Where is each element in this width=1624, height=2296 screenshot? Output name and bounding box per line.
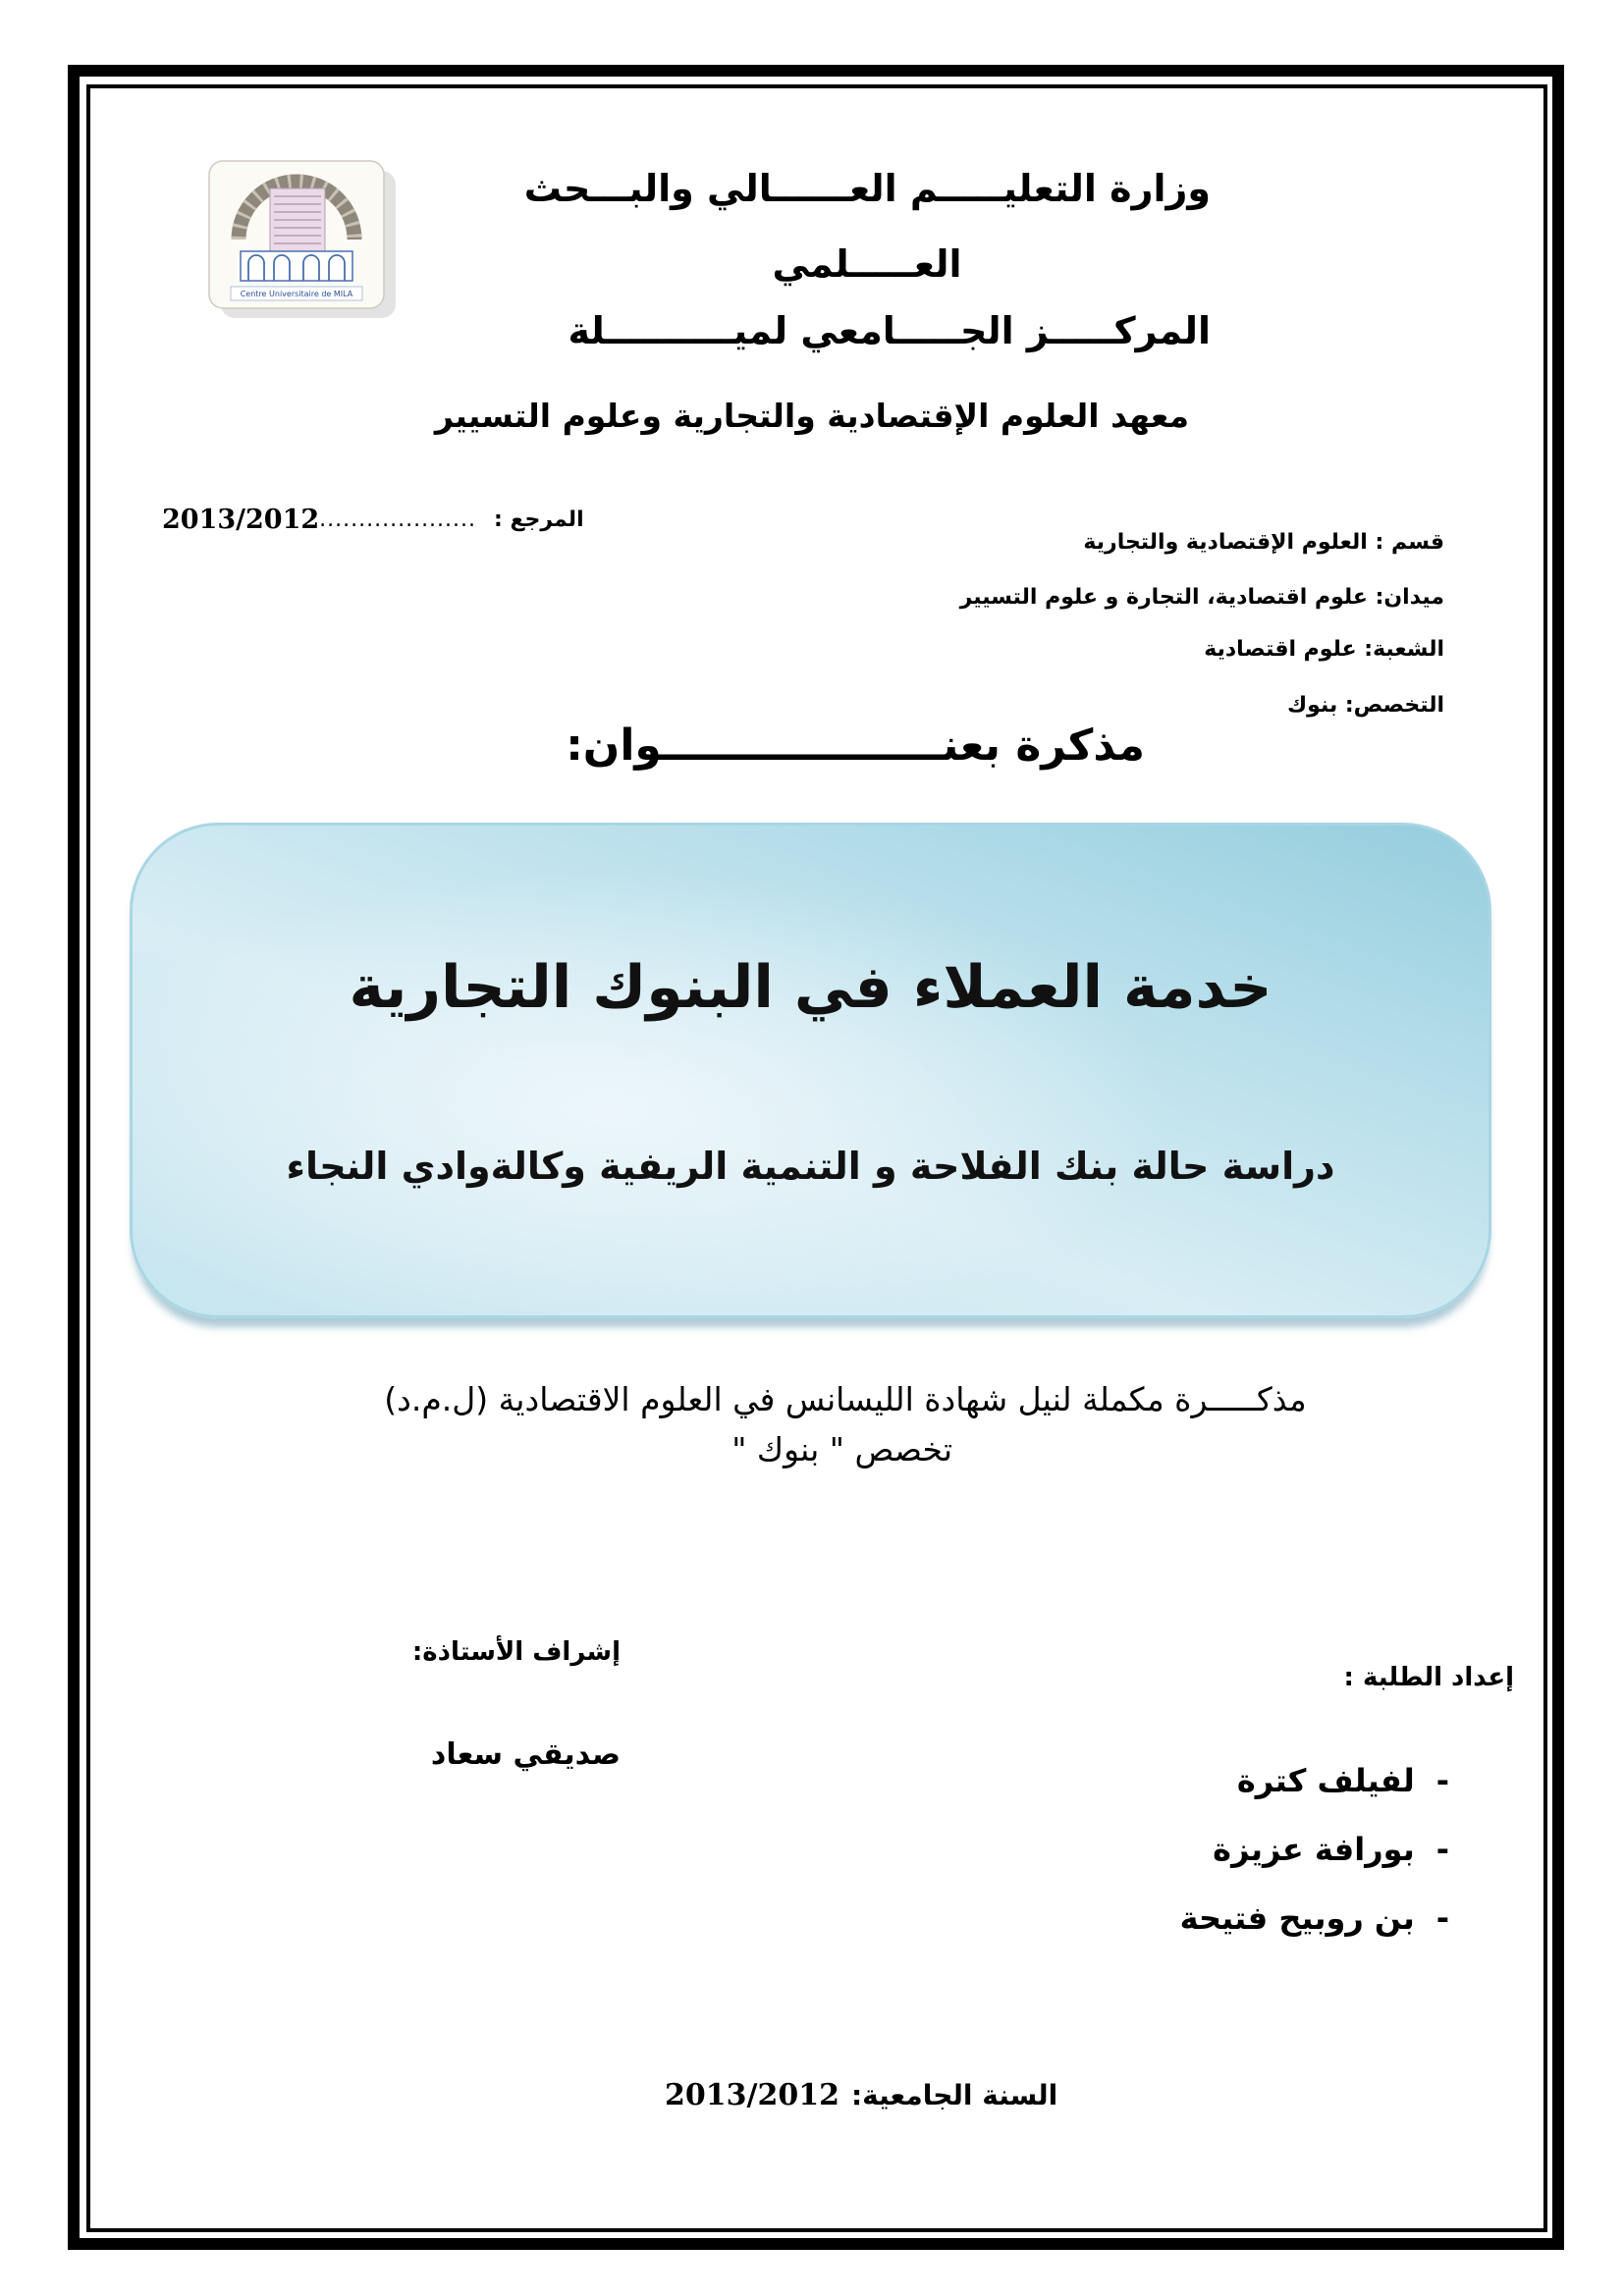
thesis-subtitle: دراسة حالة بنك الفلاحة و التنمية الريفية وكالةوادي النجاء xyxy=(286,1145,1335,1188)
reference-label: المرجع : xyxy=(494,507,584,532)
institute-name: معهد العلوم الإقتصادية والتجارية وعلوم التسيير xyxy=(434,397,1189,435)
department-field: ميدان: علوم اقتصادية، التجارة و علوم التسيير xyxy=(959,585,1444,610)
logo-caption: Centre Universitaire de MILA xyxy=(240,290,353,298)
department-specialty: التخصص: بنوك xyxy=(1287,693,1444,718)
bullet-dash: - xyxy=(1435,1831,1449,1868)
student-name: بورافة عزيزة xyxy=(1213,1831,1415,1868)
student-list-item xyxy=(1237,1761,1449,1802)
ministry-line-2: العـــــلمي xyxy=(772,242,962,286)
thesis-purpose: مذكـــــرة مكملة لنيل شهادة الليسانس في العلوم الاقتصادية (ل.م.د) xyxy=(384,1380,1307,1418)
thesis-title-label: مذكرة بعنـــــــــــــــــــوان: xyxy=(566,721,1145,771)
academic-year-value: 2013/2012 xyxy=(665,2077,839,2112)
department-branch: الشعبة: علوم اقتصادية xyxy=(1204,637,1444,662)
ministry-line-1: وزارة التعليـــــم العــــــالي والبـــحث xyxy=(523,167,1211,210)
academic-year-row xyxy=(665,2073,1057,2116)
academic-year-label: السنة الجامعية: xyxy=(850,2078,1058,2111)
reference-dots: .................... xyxy=(319,507,477,532)
bullet-dash: - xyxy=(1435,1899,1449,1937)
bullet-dash: - xyxy=(1435,1762,1449,1799)
student-list-item xyxy=(1180,1898,1449,1940)
thesis-title: خدمة العملاء في البنوك التجارية xyxy=(349,953,1272,1022)
university-center-name: المركـــــز الجـــــامعي لميــــــــــلة xyxy=(568,309,1211,352)
reference-value: 2013/2012 xyxy=(162,504,320,535)
university-logo xyxy=(201,155,398,322)
reference-row xyxy=(162,499,584,540)
supervisor-label: إشراف الأستاذة: xyxy=(411,1637,621,1667)
thesis-specialization: تخصص " بنوك " xyxy=(731,1430,952,1468)
thesis-title-box xyxy=(130,823,1491,1318)
student-name: بن روبيح فتيحة xyxy=(1179,1899,1415,1937)
students-label: إعداد الطلبة : xyxy=(1343,1663,1514,1692)
department-section: قسم : العلوم الإقتصادية والتجارية xyxy=(1083,530,1444,555)
student-name: لفيلف كترة xyxy=(1236,1762,1415,1799)
supervisor-name: صديقي سعاد xyxy=(430,1737,621,1772)
student-list-item xyxy=(1213,1830,1449,1871)
